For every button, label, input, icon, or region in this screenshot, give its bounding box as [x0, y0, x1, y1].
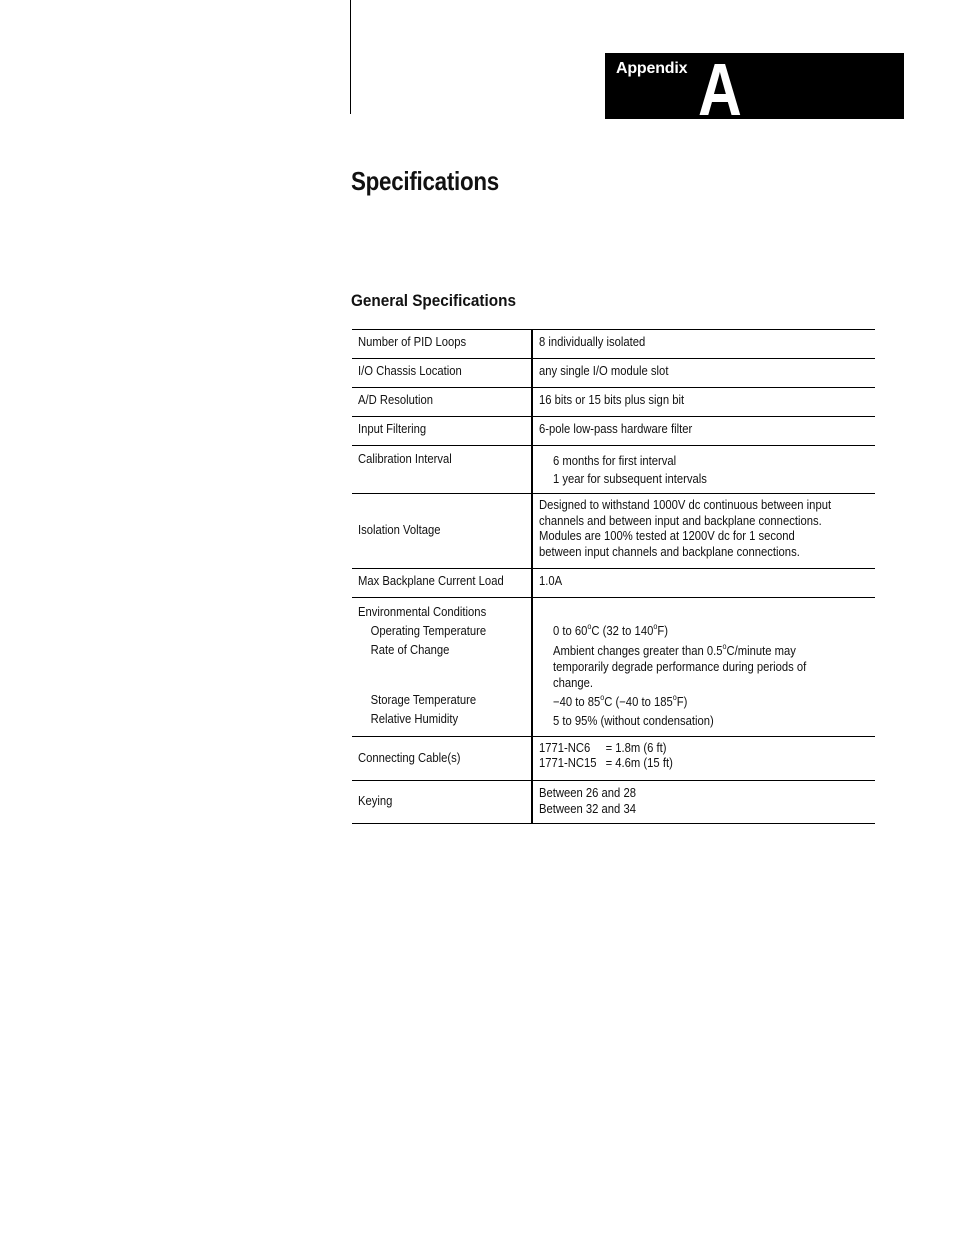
specifications-table [352, 329, 875, 824]
row-value: Ambient changes greater than 0.5$^o$C/minute may temporarily degrade performance during periods of change. [553, 641, 807, 690]
table-row [352, 330, 875, 359]
row-value: 1.0A [539, 574, 563, 588]
row-label: Number of PID Loops [358, 335, 467, 349]
table-row [352, 359, 875, 388]
row-value: 1 year for subsequent intervals [553, 472, 707, 486]
row-value: Between 32 and 34 [539, 802, 636, 816]
row-value: 5 to 95% (without condensation) [553, 714, 714, 728]
row-label: A/D Resolution [358, 393, 434, 407]
table-row [352, 781, 875, 824]
table-row [352, 388, 875, 417]
row-value: −40 to 85$^o$C (−40 to 185$^o$F) [553, 692, 688, 709]
row-label: Isolation Voltage [358, 523, 441, 538]
row-value: 8 individually isolated [539, 335, 646, 349]
row-sublabel: Storage Temperature [370, 693, 477, 707]
row-value: Designed to withstand 1000V dc continuous between input channels and between input and backplane connections. Modules are 100% tested at 1200V dc for 1 second between input channels and backplane connections. [539, 498, 832, 559]
row-label: I/O Chassis Location [358, 364, 462, 378]
table-row [352, 494, 875, 569]
table-row [352, 598, 875, 737]
section-title: General Specifications [351, 291, 516, 310]
page-title: Specifications [351, 166, 499, 196]
row-value: 1771-NC6 = 1.8m (6 ft) [539, 741, 667, 755]
row-label: Input Filtering [358, 422, 427, 436]
table-row [352, 446, 875, 494]
table-row [352, 737, 875, 781]
row-label: Environmental Conditions [358, 605, 487, 619]
row-value: 16 bits or 15 bits plus sign bit [539, 393, 685, 407]
row-value: 1771-NC15 = 4.6m (15 ft) [539, 756, 673, 770]
row-sublabel: Rate of Change [370, 643, 450, 657]
row-label: Keying [358, 794, 393, 809]
table-row [352, 569, 875, 598]
row-value: Between 26 and 28 [539, 786, 636, 800]
row-value: 0 to 60$^o$C (32 to 140$^o$F) [553, 621, 668, 638]
row-value: 6-pole low-pass hardware filter [539, 422, 693, 436]
row-sublabel: Operating Temperature [370, 624, 487, 638]
appendix-letter: A [698, 53, 742, 119]
appendix-tab [605, 53, 904, 119]
row-value: any single I/O module slot [539, 364, 669, 378]
appendix-label: Appendix [616, 60, 688, 77]
table-row [352, 417, 875, 446]
margin-rule [350, 0, 351, 114]
row-label: Max Backplane Current Load [358, 574, 504, 588]
row-label: Calibration Interval [358, 452, 452, 466]
row-value: 6 months for first interval [553, 454, 677, 468]
row-sublabel: Relative Humidity [370, 712, 459, 726]
row-label: Connecting Cable(s) [358, 750, 461, 765]
